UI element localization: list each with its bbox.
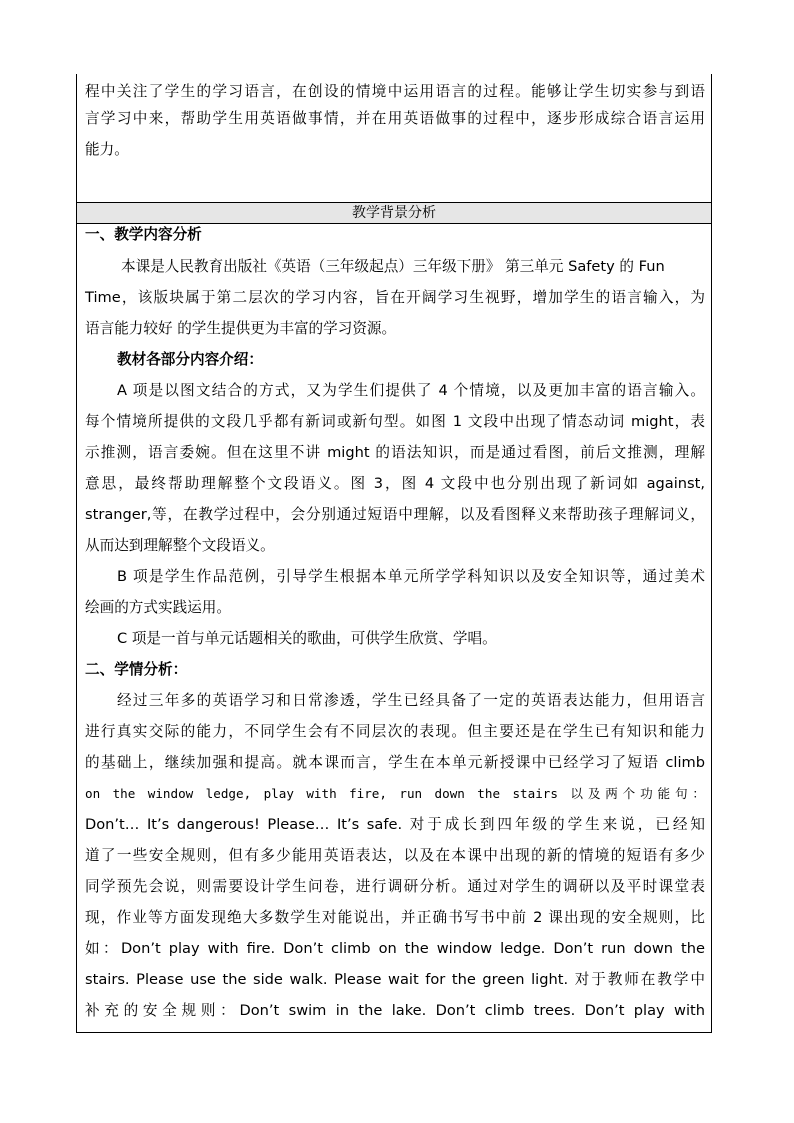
text-line: stranger,等，在教学过程中，会分别通过短语中理解，以及看图释义来帮助孩子理解词义， xyxy=(85,506,705,523)
text-line: 从而达到理解整个文段语义。 xyxy=(85,537,275,554)
subheading: 教材各部分内容介绍： xyxy=(117,351,263,368)
top-cell xyxy=(77,74,711,202)
text-line: 语言能力较好 的学生提供更为丰富的学习资源。 xyxy=(85,320,397,337)
text-line: 绘画的方式实践运用。 xyxy=(85,599,231,616)
text-line: 道了一些安全规则，但有多少能用英语表达，以及在本课中出现的新的情境的短语有多少 xyxy=(85,847,705,864)
text-line: 进行真实交际的能力，不同学生会有不同层次的表现。但主要还是在学生已有知识和能力 xyxy=(85,723,705,740)
text-line: C 项是一首与单元话题相关的歌曲，可供学生欣赏、学唱。 xyxy=(117,630,497,647)
text-line: stairs. Please use the side walk. Please wait for the green light. 对于教师在教学中 xyxy=(85,971,705,988)
text-line: 现，作业等方面发现绝大多数学生对能说出，并正确书写书中前 2 课出现的安全规则，比 xyxy=(85,909,705,926)
text-line: 意思，最终帮助理解整个文段语义。图 3，图 4 文段中也分别出现了新词如 against, xyxy=(85,475,705,492)
text-line: Don’t… It’s dangerous! Please… It’s safe. 对于成长到四年级的学生来说，已经知 xyxy=(85,816,705,833)
text-line: 言学习中来，帮助学生用英语做事情，并在用英语做事的过程中，逐步形成综合语言运用 xyxy=(85,110,705,127)
text-line: A 项是以图文结合的方式，又为学生们提供了 4 个情境，以及更加丰富的语言输入。 xyxy=(117,382,705,399)
text-line: 如：Don’t play with fire. Don’t climb on the window ledge. Don’t run down the xyxy=(85,940,705,957)
text-line: 同学预先会说，则需要设计学生问卷，进行调研分析。通过对学生的调研以及平时课堂表 xyxy=(85,878,705,895)
text-line: 补充的安全规则：Don’t swim in the lake. Don’t climb trees. Don’t play with xyxy=(85,1002,705,1019)
section-heading: 二、学情分析： xyxy=(85,661,188,678)
text-line: 能力。 xyxy=(85,141,129,158)
text-line: 本课是人民教育出版社《英语（三年级起点）三年级下册》 第三单元 Safety 的 Fun xyxy=(121,258,665,275)
text-line: 经过三年多的英语学习和日常渗透，学生已经具备了一定的英语表达能力，但用语言 xyxy=(117,692,705,709)
document-table xyxy=(76,74,712,1033)
text-line: 示推测，语言委婉。但在这里不讲 might 的语法知识，而是通过看图，前后文推测，理解 xyxy=(85,444,705,461)
text-line: on the window ledge, play with fire, run down the stairs 以及两个功能句： xyxy=(85,786,705,801)
text-line: 程中关注了学生的学习语言，在创设的情境中运用语言的过程。能够让学生切实参与到语 xyxy=(85,83,705,100)
text-line: B 项是学生作品范例，引导学生根据本单元所学学科知识以及安全知识等，通过美术 xyxy=(117,568,705,585)
text-line: Time，该版块属于第二层次的学习内容，旨在开阔学习生视野，增加学生的语言输入，为 xyxy=(85,289,705,306)
text-line: 的基础上，继续加强和提高。就本课而言，学生在本单元新授课中已经学习了短语 climb xyxy=(85,754,705,771)
text-line: 每个情境所提供的文段几乎都有新词或新句型。如图 1 文段中出现了情态动词 might，表 xyxy=(85,413,705,430)
section-header: 教学背景分析 xyxy=(77,202,711,224)
section-heading: 一、教学内容分析 xyxy=(85,226,202,243)
